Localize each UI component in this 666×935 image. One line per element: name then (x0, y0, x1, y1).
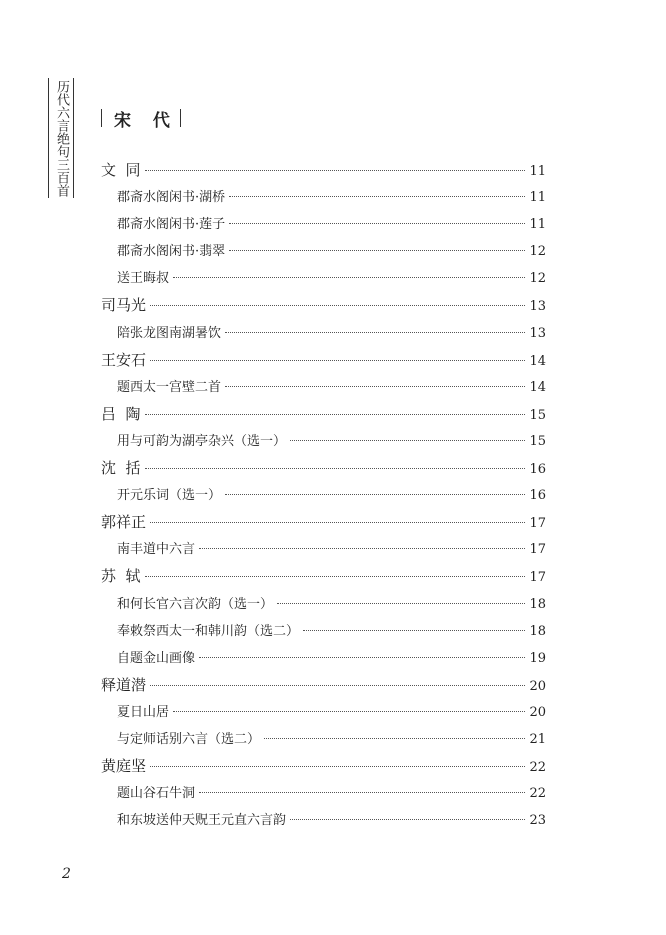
dot-leader (199, 792, 525, 793)
dot-leader (145, 468, 526, 469)
toc-page-number: 13 (529, 299, 546, 315)
toc-poem-entry[interactable] (101, 809, 546, 836)
toc-author-entry[interactable] (101, 294, 546, 321)
toc-entry-label: 题山谷石牛洞 (117, 786, 196, 802)
dot-leader (145, 170, 526, 171)
dot-leader (150, 766, 525, 767)
dot-leader (145, 576, 526, 577)
toc-page-number: 12 (529, 244, 546, 260)
dot-leader (173, 711, 525, 712)
toc-page-number: 18 (529, 596, 546, 612)
dot-leader (199, 657, 525, 658)
toc-page-number: 11 (529, 164, 546, 179)
toc-page-number: 19 (529, 650, 546, 666)
toc-entry-label: 王安石 (101, 350, 147, 369)
page-number: 2 (62, 866, 71, 882)
toc-page-number: 22 (529, 786, 546, 802)
toc-entry-label: 沈 括 (101, 459, 141, 478)
toc-poem-entry[interactable] (101, 322, 546, 349)
dot-leader (150, 522, 525, 523)
dot-leader (303, 630, 525, 631)
toc-author-entry[interactable] (101, 755, 546, 782)
toc-poem-entry[interactable] (101, 213, 546, 240)
toc-page-number: 22 (529, 760, 546, 776)
table-of-contents (101, 159, 546, 836)
toc-entry-label: 送王晦叔 (117, 271, 170, 287)
dot-leader (290, 819, 525, 820)
toc-author-entry[interactable] (101, 159, 546, 186)
toc-poem-entry[interactable] (101, 267, 546, 294)
toc-poem-entry[interactable] (101, 593, 546, 620)
toc-poem-entry[interactable] (101, 186, 546, 213)
toc-entry-label: 用与可韵为湖亭杂兴（选一） (117, 433, 287, 449)
toc-poem-entry[interactable] (101, 484, 546, 511)
toc-entry-label: 文 同 (101, 161, 141, 179)
toc-entry-label: 南丰道中六言 (117, 542, 196, 558)
toc-author-entry[interactable] (101, 349, 546, 376)
toc-author-entry[interactable] (101, 403, 546, 430)
toc-entry-label: 释道潜 (101, 675, 147, 694)
section-heading (101, 106, 181, 130)
toc-page-number: 16 (529, 462, 546, 478)
toc-page-number: 11 (529, 217, 546, 233)
toc-entry-label: 陪张龙图南湖暑饮 (117, 325, 222, 341)
toc-entry-label: 郡斋水阁闲书·湖桥 (117, 190, 226, 206)
toc-page-number: 16 (529, 488, 546, 504)
running-title-vertical: 历代六言绝句三百首 (48, 78, 74, 198)
toc-entry-label: 和东坡送仲天贶王元直六言韵 (117, 813, 287, 829)
dot-leader (150, 360, 525, 361)
dot-leader (173, 277, 525, 278)
dot-leader (290, 440, 525, 441)
toc-page-number: 23 (529, 813, 546, 829)
dot-leader (277, 603, 525, 604)
toc-poem-entry[interactable] (101, 240, 546, 267)
toc-entry-label: 题西太一宫壁二首 (117, 379, 222, 395)
toc-page-number: 11 (529, 190, 546, 206)
toc-entry-label: 郡斋水阁闲书·翡翠 (117, 244, 226, 260)
toc-entry-label: 与定师话别六言（选二） (117, 731, 261, 747)
toc-poem-entry[interactable] (101, 430, 546, 457)
toc-entry-label: 黄庭坚 (101, 757, 147, 776)
toc-entry-label: 夏日山居 (117, 704, 170, 720)
toc-page-number: 14 (529, 353, 546, 369)
dot-leader (225, 386, 525, 387)
toc-poem-entry[interactable] (101, 376, 546, 403)
toc-page-number: 17 (529, 542, 546, 558)
dot-leader (145, 414, 526, 415)
toc-entry-label: 郭祥正 (101, 513, 147, 532)
toc-page-number: 14 (529, 379, 546, 395)
toc-poem-entry[interactable] (101, 620, 546, 647)
toc-entry-label: 吕 陶 (101, 404, 141, 423)
toc-page-number: 15 (529, 407, 546, 423)
toc-entry-label: 司马光 (101, 296, 147, 315)
toc-entry-label: 自题金山画像 (117, 650, 196, 666)
toc-page-number: 20 (529, 678, 546, 694)
toc-page-number: 17 (529, 570, 546, 586)
toc-author-entry[interactable] (101, 511, 546, 538)
dot-leader (225, 494, 525, 495)
toc-poem-entry[interactable] (101, 647, 546, 674)
dot-leader (150, 685, 525, 686)
dot-leader (229, 250, 525, 251)
toc-poem-entry[interactable] (101, 728, 546, 755)
dot-leader (229, 223, 525, 224)
dot-leader (150, 305, 525, 306)
toc-entry-label: 和何长官六言次韵（选一） (117, 596, 274, 612)
dot-leader (229, 196, 525, 197)
dot-leader (225, 332, 525, 333)
section-heading-text: 宋 代 (114, 110, 178, 131)
toc-page-number: 18 (529, 623, 546, 639)
toc-author-entry[interactable] (101, 674, 546, 701)
toc-page-number: 21 (529, 731, 546, 747)
toc-entry-label: 郡斋水阁闲书·莲子 (117, 217, 226, 233)
toc-page-number: 15 (529, 433, 546, 449)
toc-page-number: 17 (529, 516, 546, 532)
toc-poem-entry[interactable] (101, 701, 546, 728)
toc-page-number: 12 (529, 271, 546, 287)
toc-poem-entry[interactable] (101, 538, 546, 565)
toc-page-number: 20 (529, 704, 546, 720)
toc-poem-entry[interactable] (101, 782, 546, 809)
toc-entry-label: 奉敕祭西太一和韩川韵（选二） (117, 623, 300, 639)
dot-leader (199, 548, 525, 549)
toc-author-entry[interactable] (101, 565, 546, 592)
toc-entry-label: 苏 轼 (101, 567, 141, 586)
toc-page-number: 13 (529, 325, 546, 341)
heading-bar-right (180, 109, 181, 127)
toc-author-entry[interactable] (101, 457, 546, 484)
dot-leader (264, 738, 525, 739)
toc-entry-label: 开元乐词（选一） (117, 488, 222, 504)
